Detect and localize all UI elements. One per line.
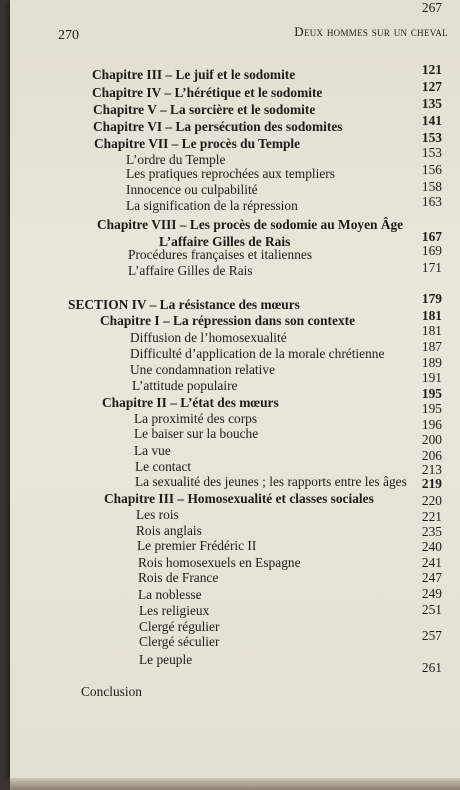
toc-entry xyxy=(126,182,442,198)
toc-page-number: 187 xyxy=(421,339,442,354)
toc-entry-page xyxy=(402,194,442,210)
toc-entry-page xyxy=(402,432,442,448)
toc-entry xyxy=(135,459,442,475)
toc-entry-page xyxy=(402,355,442,371)
toc-entry-title: Les pratiques reprochées aux templiers xyxy=(126,166,335,181)
toc-entry xyxy=(138,555,442,571)
toc-entry-page xyxy=(402,308,442,324)
toc-entry-title: Chapitre II – L’état des mœurs xyxy=(102,395,279,410)
toc-entry-page xyxy=(402,96,442,112)
toc-entry-page xyxy=(402,602,442,618)
toc-entry-title: Chapitre III – Homosexualité et classes sociales xyxy=(104,491,374,506)
toc-entry xyxy=(93,102,442,118)
toc-entry-title: Clergé séculier xyxy=(139,634,220,649)
toc-entry-page xyxy=(402,555,442,571)
toc-entry-page xyxy=(402,660,442,676)
toc-page-number: 195 xyxy=(421,401,442,416)
toc-entry-title: La sexualité des jeunes ; les rapports entre les âges xyxy=(135,474,407,489)
toc-page-number: 235 xyxy=(421,524,442,539)
toc-entry xyxy=(135,474,442,490)
toc-entry-title: Chapitre IV – L’hérétique et le sodomite xyxy=(92,85,323,100)
toc-entry-title: Chapitre VI – La persécution des sodomites xyxy=(93,119,343,134)
toc-entry-title: Le peuple xyxy=(139,652,193,667)
toc-entry xyxy=(97,217,442,233)
toc-page-number: 191 xyxy=(421,370,442,385)
toc-entry xyxy=(134,411,442,427)
book-page xyxy=(10,0,460,778)
toc-entry xyxy=(102,395,442,411)
toc-entry-page xyxy=(402,260,442,276)
toc-entry-page xyxy=(402,243,442,259)
toc-entry xyxy=(136,523,442,539)
toc-entry-page xyxy=(402,509,442,525)
toc-entry xyxy=(94,136,442,152)
toc-entry xyxy=(92,67,442,83)
toc-page-number: 249 xyxy=(421,586,442,601)
toc-entry xyxy=(81,684,442,700)
toc-entry-page xyxy=(402,586,442,602)
toc-entry xyxy=(136,507,442,523)
toc-entry-title: L’ordre du Temple xyxy=(126,152,226,167)
toc-page-number: 200 xyxy=(421,432,442,447)
toc-page-number: 171 xyxy=(421,260,442,275)
page-edge xyxy=(10,778,460,790)
toc-entry-page xyxy=(402,339,442,355)
toc-entry-page xyxy=(402,417,442,433)
toc-entry-title: Rois anglais xyxy=(136,523,202,538)
toc-entry-title: Chapitre I – La répression dans son contexte xyxy=(100,313,356,328)
toc-entry xyxy=(132,378,442,394)
toc-page-number: 121 xyxy=(421,62,442,77)
toc-page-number: 153 xyxy=(421,145,442,160)
toc-entry-title: Difficulté d’application de la morale chrétienne xyxy=(130,346,385,361)
toc-entry-title: La noblesse xyxy=(138,587,202,602)
toc-entry-page xyxy=(402,113,442,129)
toc-entry-title: Le contact xyxy=(135,459,192,474)
toc-entry-page xyxy=(402,179,442,195)
toc-page-number: 163 xyxy=(421,194,442,209)
page-number: 270 xyxy=(58,28,79,43)
toc-entry xyxy=(130,330,442,346)
toc-entry xyxy=(134,443,442,459)
toc-entry-title: L’affaire Gilles de Rais xyxy=(159,234,291,249)
toc-page-number: 267 xyxy=(421,0,442,15)
toc-entry xyxy=(130,346,442,362)
toc-entry-title: Procédures françaises et italiennes xyxy=(128,247,313,262)
toc-page-number: 169 xyxy=(421,243,442,258)
toc-entry xyxy=(138,570,442,586)
toc-entry-title: Diffusion de l’homosexualité xyxy=(130,330,287,345)
toc-entry-title: Les rois xyxy=(136,507,179,522)
toc-entry-title: Les religieux xyxy=(139,603,210,618)
toc-entry xyxy=(130,362,442,378)
toc-entry-title: Clergé régulier xyxy=(139,619,220,634)
toc-entry-title: Chapitre VII – Le procès du Temple xyxy=(94,136,301,151)
toc-entry xyxy=(139,619,442,635)
toc-page-number: 179 xyxy=(421,291,442,306)
toc-entry-page xyxy=(402,291,442,307)
toc-entry xyxy=(128,247,442,263)
toc-page-number: 213 xyxy=(421,462,442,477)
toc-page-number: 195 xyxy=(421,386,442,401)
toc-page-number: 206 xyxy=(421,448,442,463)
toc-page-number: 189 xyxy=(421,355,442,370)
toc-entry-page xyxy=(402,62,442,78)
toc-entry-page xyxy=(402,0,442,16)
toc-entry-page xyxy=(402,524,442,540)
toc-page-number: 135 xyxy=(421,96,442,111)
toc-entry-page xyxy=(402,130,442,146)
toc-page-number: 181 xyxy=(421,308,442,323)
toc-entry xyxy=(138,587,442,603)
toc-entry xyxy=(139,652,442,668)
toc-entry-title: La signification de la répression xyxy=(126,198,298,213)
toc-entry xyxy=(134,426,442,442)
toc-entry-page xyxy=(402,476,442,492)
toc-entry-page xyxy=(402,628,442,644)
toc-entry-title: L’attitude populaire xyxy=(132,378,238,393)
toc-entry-page xyxy=(402,539,442,555)
toc-page-number: 127 xyxy=(421,79,442,94)
toc-entry-page xyxy=(402,145,442,161)
toc-page-number: 241 xyxy=(421,555,442,570)
toc-entry-page xyxy=(402,323,442,339)
toc-entry-page xyxy=(402,570,442,586)
toc-entry xyxy=(100,313,442,329)
toc-entry-title: SECTION IV – La résistance des mœurs xyxy=(68,297,300,312)
toc-entry-title: Chapitre V – La sorcière et le sodomite xyxy=(93,102,316,117)
toc-entry-title: Innocence ou culpabilité xyxy=(126,182,258,197)
toc-entry-page xyxy=(402,79,442,95)
toc-page-number: 156 xyxy=(421,162,442,177)
toc-entry-page xyxy=(402,370,442,386)
toc-page-number: 153 xyxy=(421,130,442,145)
toc-entry xyxy=(139,603,442,619)
toc-entry xyxy=(68,297,442,313)
toc-page-number: 158 xyxy=(421,179,442,194)
toc-page-number: 261 xyxy=(421,660,442,675)
toc-page-number: 251 xyxy=(421,602,442,617)
toc-entry-title: La proximité des corps xyxy=(134,411,258,426)
toc-page-number: 221 xyxy=(421,509,442,524)
toc-entry-title: L’affaire Gilles de Rais xyxy=(128,263,253,278)
toc-page-number: 141 xyxy=(421,113,442,128)
toc-entry xyxy=(137,538,442,554)
toc-page-number: 219 xyxy=(421,476,442,491)
toc-page-number: 196 xyxy=(421,417,442,432)
toc-entry xyxy=(139,634,442,650)
toc-entry-page xyxy=(402,493,442,509)
toc-entry-title: Conclusion xyxy=(81,684,143,699)
toc-entry xyxy=(128,263,442,279)
toc-entry-title: Rois de France xyxy=(138,570,219,585)
toc-entry-title: Chapitre III – Le juif et le sodomite xyxy=(92,67,296,82)
toc-page-number: 220 xyxy=(421,493,442,508)
toc-entry-title: Le premier Frédéric II xyxy=(137,538,257,553)
toc-entry-page xyxy=(402,401,442,417)
toc-page-number: 257 xyxy=(421,628,442,643)
page-header xyxy=(10,22,460,42)
toc-entry-page xyxy=(402,386,442,402)
toc-entry-page xyxy=(402,162,442,178)
toc-entry xyxy=(104,491,442,507)
toc-entry xyxy=(92,85,442,101)
toc-entry-title: La vue xyxy=(134,443,171,458)
toc-entry-title: Rois homosexuels en Espagne xyxy=(138,555,301,570)
toc-page-number: 167 xyxy=(421,229,442,244)
toc-entry xyxy=(126,198,442,214)
toc-entry-title: Chapitre VIII – Les procès de sodomie au Moyen Âge xyxy=(97,217,404,232)
toc-entry-title: Le baiser sur la bouche xyxy=(134,426,259,441)
running-title: Deux hommes sur un cheval xyxy=(294,24,448,39)
toc-entry xyxy=(126,166,442,182)
toc-entry-title: Une condamnation relative xyxy=(130,362,276,377)
toc-page-number: 240 xyxy=(421,539,442,554)
toc-entry xyxy=(93,119,442,135)
toc-page-number: 247 xyxy=(421,570,442,585)
toc-page-number: 181 xyxy=(421,323,442,338)
